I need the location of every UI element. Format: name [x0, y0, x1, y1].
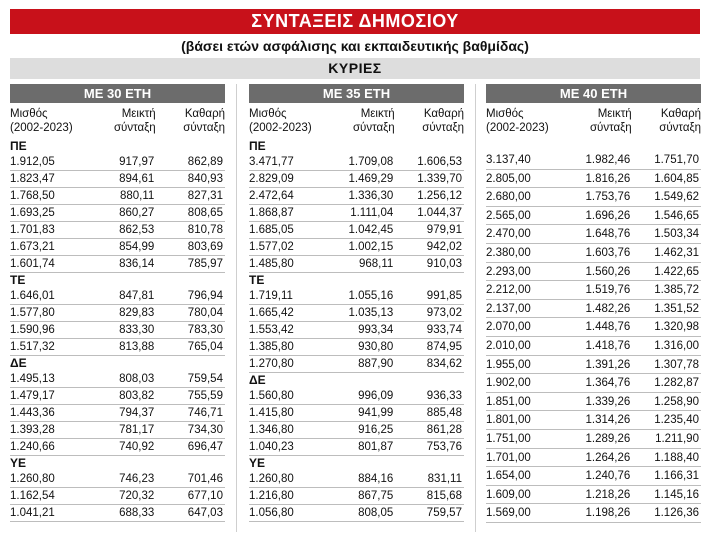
table-row — [486, 337, 701, 356]
salary-cell: 2.293,00 — [486, 265, 531, 278]
mixed-pension-cell: 808,03 — [119, 373, 155, 385]
salary-header-line2: (2002-2023) — [486, 122, 549, 134]
salary-cell: 1.260,80 — [10, 473, 55, 485]
mixed-pension-cell: 862,53 — [119, 224, 155, 236]
education-level-label: ΠΕ — [10, 139, 27, 153]
table-row — [249, 288, 464, 305]
mixed-pension-cell: 1.289,26 — [585, 432, 631, 445]
salary-cell: 1.560,80 — [249, 390, 294, 402]
salary-header — [10, 107, 86, 135]
table-row — [486, 244, 701, 263]
salary-header-line1: Μισθός — [249, 108, 287, 120]
net-pension-cell: 991,85 — [426, 290, 462, 302]
net-pension-cell: 677,10 — [187, 490, 223, 502]
salary-cell: 1.801,00 — [486, 414, 531, 427]
salary-cell: 1.056,80 — [249, 507, 294, 519]
salary-cell: 1.040,23 — [249, 441, 294, 453]
table-row — [249, 222, 464, 239]
table-row — [10, 439, 225, 456]
salary-cell: 1.902,00 — [486, 377, 531, 390]
table-row — [249, 439, 464, 456]
salary-cell: 1.609,00 — [486, 488, 531, 501]
salary-cell: 2.470,00 — [486, 228, 531, 241]
salary-cell: 1.479,17 — [10, 390, 55, 402]
salary-cell: 2.212,00 — [486, 284, 531, 297]
column-header-row — [10, 103, 225, 139]
mixed-pension-cell: 794,37 — [119, 407, 155, 419]
table-row — [486, 300, 701, 319]
table-row — [486, 504, 701, 523]
mixed-pension-cell: 993,34 — [358, 324, 394, 336]
salary-cell: 1.673,21 — [10, 241, 55, 253]
table-row — [249, 405, 464, 422]
mixed-pension-cell: 847,81 — [119, 290, 155, 302]
net-pension-header-line1: Καθαρή — [423, 108, 465, 120]
table-row — [10, 256, 225, 273]
mixed-pension-cell: 1.218,26 — [585, 488, 631, 501]
salary-cell: 2.010,00 — [486, 339, 531, 352]
net-pension-cell: 910,03 — [426, 258, 462, 270]
mixed-pension-cell: 813,88 — [119, 341, 155, 353]
salary-cell: 3.137,40 — [486, 154, 531, 166]
salary-cell: 1.719,11 — [249, 290, 293, 302]
net-pension-cell: 840,93 — [187, 173, 223, 185]
salary-cell: 1.654,00 — [486, 470, 531, 483]
mixed-pension-cell: 1.364,76 — [585, 377, 631, 390]
net-pension-header-line2: σύνταξη — [422, 122, 465, 134]
salary-header-line1: Μισθός — [486, 108, 524, 120]
net-pension-cell: 1.044,37 — [417, 207, 462, 219]
net-pension-cell: 808,65 — [187, 207, 223, 219]
mixed-pension-cell: 1.111,04 — [350, 207, 394, 219]
net-pension-cell: 1.282,87 — [654, 377, 699, 390]
salary-cell: 2.829,09 — [249, 173, 294, 185]
mixed-pension-cell: 1.314,26 — [585, 414, 631, 427]
net-pension-cell: 1.604,85 — [654, 172, 699, 185]
salary-cell: 1.823,47 — [10, 173, 55, 185]
table-row — [486, 430, 701, 449]
page-title: ΣΥΝΤΑΞΕΙΣ ΔΗΜΟΣΙΟΥ — [10, 9, 700, 34]
mixed-pension-cell: 1.709,08 — [348, 156, 394, 168]
salary-cell: 1.868,87 — [249, 207, 294, 219]
education-level-label: ΥΕ — [249, 456, 266, 470]
salary-cell: 2.137,00 — [486, 302, 531, 315]
net-pension-cell: 834,62 — [426, 358, 462, 370]
salary-cell: 1.912,05 — [10, 156, 55, 168]
mixed-pension-header-line2: σύνταξη — [352, 122, 395, 134]
years-heading: ΜΕ 35 ΕΤΗ — [249, 84, 464, 103]
net-pension-cell: 973,02 — [426, 307, 462, 319]
salary-cell: 1.751,00 — [486, 432, 531, 445]
years-heading: ΜΕ 30 ΕΤΗ — [10, 84, 225, 103]
mixed-pension-cell: 1.603,76 — [585, 246, 631, 259]
table-row — [249, 471, 464, 488]
net-pension-cell: 1.211,90 — [655, 432, 699, 445]
table-35-years — [249, 84, 464, 522]
table-40-years — [486, 84, 701, 523]
net-pension-cell: 1.351,52 — [654, 302, 699, 315]
net-pension-cell: 1.503,34 — [654, 228, 699, 241]
net-pension-cell: 810,78 — [187, 224, 223, 236]
mixed-pension-header-line1: Μεικτή — [597, 108, 632, 120]
table-row — [10, 288, 225, 305]
table-row — [249, 488, 464, 505]
net-pension-cell: 701,46 — [187, 473, 223, 485]
mixed-pension-cell: 803,82 — [119, 390, 155, 402]
salary-cell: 1.270,80 — [249, 358, 294, 370]
table-30-years — [10, 84, 225, 522]
net-pension-header — [156, 107, 225, 135]
column-header-row — [249, 103, 464, 139]
net-pension-cell: 765,04 — [187, 341, 223, 353]
table-row — [486, 356, 701, 375]
table-row — [486, 411, 701, 430]
mixed-pension-cell: 801,87 — [358, 441, 394, 453]
net-pension-cell: 1.339,70 — [417, 173, 462, 185]
salary-cell: 2.070,00 — [486, 321, 531, 334]
salary-header-line1: Μισθός — [10, 108, 48, 120]
table-row — [10, 505, 225, 522]
education-level-label: ΔΕ — [10, 356, 27, 370]
net-pension-cell: 1.256,12 — [417, 190, 462, 202]
mixed-pension-cell: 688,33 — [119, 507, 155, 519]
salary-cell: 1.955,00 — [486, 358, 531, 371]
salary-cell: 1.553,42 — [249, 324, 294, 336]
salary-cell: 1.485,80 — [249, 258, 294, 270]
education-level-label: ΠΕ — [249, 139, 266, 153]
salary-cell: 1.260,80 — [249, 473, 294, 485]
mixed-pension-cell: 916,25 — [358, 424, 394, 436]
net-pension-header — [632, 107, 701, 135]
mixed-pension-cell: 1.482,26 — [585, 302, 631, 315]
net-pension-cell: 1.422,65 — [654, 265, 699, 278]
table-row — [486, 207, 701, 226]
table-row — [10, 322, 225, 339]
mixed-pension-header-line1: Μεικτή — [121, 108, 156, 120]
table-row — [10, 154, 225, 171]
net-pension-cell: 783,30 — [187, 324, 223, 336]
table-row — [249, 305, 464, 322]
table-row — [10, 388, 225, 405]
mixed-pension-cell: 860,27 — [119, 207, 155, 219]
salary-cell: 1.415,80 — [249, 407, 294, 419]
mixed-pension-cell: 880,11 — [119, 190, 155, 202]
salary-cell: 1.665,42 — [249, 307, 294, 319]
mixed-pension-cell: 1.982,46 — [585, 154, 631, 166]
mixed-pension-cell: 1.696,26 — [585, 209, 631, 222]
net-pension-cell: 933,74 — [426, 324, 462, 336]
mixed-pension-cell: 867,75 — [358, 490, 394, 502]
mixed-pension-cell: 720,32 — [119, 490, 155, 502]
salary-header — [249, 107, 325, 135]
mixed-pension-cell: 1.648,76 — [585, 228, 631, 241]
education-level-label: ΤΕ — [10, 273, 26, 287]
net-pension-cell: 1.126,36 — [654, 507, 699, 520]
mixed-pension-cell: 781,17 — [119, 424, 155, 436]
column-divider — [236, 84, 237, 532]
table-row — [10, 205, 225, 222]
mixed-pension-header — [86, 107, 155, 135]
salary-cell: 1.041,21 — [10, 507, 55, 519]
mixed-pension-cell: 1.560,26 — [585, 265, 631, 278]
table-row — [10, 222, 225, 239]
net-pension-cell: 1.316,00 — [654, 339, 699, 352]
mixed-pension-cell: 1.055,16 — [348, 290, 394, 302]
net-pension-cell: 1.606,53 — [417, 156, 462, 168]
net-pension-header-line2: σύνταξη — [659, 122, 702, 134]
mixed-pension-cell: 836,14 — [119, 258, 155, 270]
mixed-pension-cell: 1.753,76 — [585, 191, 631, 204]
mixed-pension-cell: 808,05 — [358, 507, 394, 519]
table-row — [10, 305, 225, 322]
net-pension-cell: 874,95 — [426, 341, 462, 353]
mixed-pension-cell: 1.339,26 — [585, 395, 631, 408]
mixed-pension-cell: 1.240,76 — [585, 470, 631, 483]
salary-cell: 1.590,96 — [10, 324, 55, 336]
net-pension-cell: 1.166,31 — [654, 470, 699, 483]
salary-header-line2: (2002-2023) — [10, 122, 73, 134]
salary-cell: 2.472,64 — [249, 190, 294, 202]
salary-cell: 1.646,01 — [10, 290, 55, 302]
mixed-pension-cell: 884,16 — [358, 473, 394, 485]
salary-cell: 1.216,80 — [249, 490, 294, 502]
table-row — [10, 471, 225, 488]
table-row — [486, 225, 701, 244]
net-pension-cell: 1.320,98 — [654, 321, 699, 334]
salary-cell: 1.346,80 — [249, 424, 294, 436]
net-pension-cell: 696,47 — [187, 441, 223, 453]
table-row — [486, 170, 701, 189]
table-row — [249, 388, 464, 405]
net-pension-cell: 1.462,31 — [654, 246, 699, 259]
mixed-pension-cell: 968,11 — [358, 258, 394, 270]
table-row — [249, 188, 464, 205]
table-row — [249, 505, 464, 522]
mixed-pension-header-line1: Μεικτή — [360, 108, 395, 120]
net-pension-cell: 759,57 — [426, 507, 462, 519]
salary-cell: 1.495,13 — [10, 373, 55, 385]
table-row — [486, 188, 701, 207]
salary-cell: 1.601,74 — [10, 258, 55, 270]
net-pension-header — [395, 107, 464, 135]
net-pension-cell: 1.546,65 — [654, 209, 699, 222]
table-row — [10, 405, 225, 422]
salary-cell: 1.577,80 — [10, 307, 55, 319]
table-row — [486, 393, 701, 412]
salary-cell: 1.240,66 — [10, 441, 55, 453]
education-level-label: ΤΕ — [249, 273, 265, 287]
salary-cell: 2.805,00 — [486, 172, 531, 185]
years-heading: ΜΕ 40 ΕΤΗ — [486, 84, 701, 103]
salary-cell: 1.701,83 — [10, 224, 55, 236]
net-pension-cell: 759,54 — [187, 373, 223, 385]
net-pension-header-line2: σύνταξη — [183, 122, 226, 134]
mixed-pension-cell: 1.391,26 — [585, 358, 631, 371]
mixed-pension-cell: 746,23 — [119, 473, 155, 485]
column-divider — [475, 84, 476, 532]
net-pension-cell: 734,30 — [187, 424, 223, 436]
net-pension-cell: 1.549,62 — [654, 191, 699, 204]
salary-cell: 1.701,00 — [486, 451, 531, 464]
table-row — [486, 449, 701, 468]
table-row — [249, 239, 464, 256]
education-level-label: ΥΕ — [10, 456, 27, 470]
table-row — [486, 263, 701, 282]
net-pension-cell: 780,04 — [187, 307, 223, 319]
net-pension-cell: 1.751,70 — [654, 154, 699, 166]
net-pension-cell: 1.258,90 — [654, 395, 699, 408]
salary-cell: 1.693,25 — [10, 207, 55, 219]
net-pension-cell: 796,94 — [187, 290, 223, 302]
table-row — [486, 281, 701, 300]
table-row — [249, 256, 464, 273]
mixed-pension-header-line2: σύνταξη — [113, 122, 156, 134]
table-row — [486, 151, 701, 170]
table-row — [249, 422, 464, 439]
salary-cell: 1.768,50 — [10, 190, 55, 202]
mixed-pension-cell: 1.336,30 — [348, 190, 394, 202]
net-pension-cell: 1.145,16 — [654, 488, 699, 501]
net-pension-cell: 862,89 — [187, 156, 223, 168]
table-row — [249, 339, 464, 356]
net-pension-cell: 885,48 — [426, 407, 462, 419]
mixed-pension-cell: 996,09 — [358, 390, 394, 402]
table-row — [249, 154, 464, 171]
table-row — [10, 239, 225, 256]
mixed-pension-cell: 1.469,29 — [348, 173, 394, 185]
mixed-pension-cell: 930,80 — [358, 341, 394, 353]
net-pension-cell: 827,31 — [187, 190, 223, 202]
salary-cell: 1.685,05 — [249, 224, 294, 236]
table-row — [486, 374, 701, 393]
salary-cell: 1.385,80 — [249, 341, 294, 353]
net-pension-cell: 936,33 — [426, 390, 462, 402]
table-row — [10, 171, 225, 188]
mixed-pension-cell: 1.035,13 — [348, 307, 394, 319]
table-row — [249, 356, 464, 373]
education-level-label: ΔΕ — [249, 373, 266, 387]
mixed-pension-cell: 887,90 — [358, 358, 394, 370]
table-row — [10, 371, 225, 388]
net-pension-cell: 815,68 — [426, 490, 462, 502]
salary-header-line2: (2002-2023) — [249, 122, 312, 134]
net-pension-cell: 1.188,40 — [654, 451, 699, 464]
salary-header — [486, 107, 562, 135]
table-row — [10, 422, 225, 439]
salary-cell: 3.471,77 — [249, 156, 294, 168]
net-pension-cell: 1.307,78 — [654, 358, 699, 371]
mixed-pension-cell: 854,99 — [119, 241, 155, 253]
salary-cell: 1.577,02 — [249, 241, 294, 253]
table-row — [486, 318, 701, 337]
net-pension-cell: 746,71 — [187, 407, 223, 419]
table-row — [10, 188, 225, 205]
table-row — [10, 488, 225, 505]
mixed-pension-cell: 941,99 — [358, 407, 394, 419]
net-pension-cell: 803,69 — [187, 241, 223, 253]
table-row — [249, 171, 464, 188]
mixed-pension-cell: 829,83 — [119, 307, 155, 319]
mixed-pension-cell: 1.042,45 — [348, 224, 394, 236]
mixed-pension-cell: 1.519,76 — [585, 284, 631, 297]
mixed-pension-cell: 740,92 — [119, 441, 155, 453]
salary-cell: 2.680,00 — [486, 191, 531, 204]
net-pension-cell: 1.385,72 — [654, 284, 699, 297]
page-subtitle: (βάσει ετών ασφάλισης και εκπαιδευτικής βαθμίδας) — [181, 38, 529, 54]
column-header-row — [486, 103, 701, 139]
salary-cell: 2.380,00 — [486, 246, 531, 259]
mixed-pension-cell: 917,97 — [119, 156, 155, 168]
mixed-pension-cell: 894,61 — [119, 173, 155, 185]
net-pension-cell: 831,11 — [427, 473, 462, 485]
mixed-pension-cell: 833,30 — [119, 324, 155, 336]
mixed-pension-header — [325, 107, 394, 135]
mixed-pension-cell: 1.816,26 — [585, 172, 631, 185]
salary-cell: 1.443,36 — [10, 407, 55, 419]
mixed-pension-cell: 1.448,76 — [585, 321, 631, 334]
mixed-pension-header — [562, 107, 631, 135]
table-row — [486, 467, 701, 486]
salary-cell: 1.851,00 — [486, 395, 531, 408]
mixed-pension-cell: 1.002,15 — [348, 241, 394, 253]
mixed-pension-cell: 1.418,76 — [585, 339, 631, 352]
table-row — [249, 322, 464, 339]
net-pension-cell: 785,97 — [187, 258, 223, 270]
table-row — [10, 339, 225, 356]
salary-cell: 2.565,00 — [486, 209, 531, 222]
salary-cell: 1.569,00 — [486, 507, 531, 520]
salary-cell: 1.162,54 — [10, 490, 55, 502]
mixed-pension-header-line2: σύνταξη — [589, 122, 632, 134]
net-pension-header-line1: Καθαρή — [660, 108, 702, 120]
table-row — [486, 486, 701, 505]
net-pension-cell: 755,59 — [187, 390, 223, 402]
mixed-pension-cell: 1.264,26 — [585, 451, 631, 464]
salary-cell: 1.393,28 — [10, 424, 55, 436]
group-heading: ΚΥΡΙΕΣ — [10, 58, 700, 79]
net-pension-cell: 753,76 — [426, 441, 462, 453]
net-pension-cell: 861,28 — [426, 424, 462, 436]
mixed-pension-cell: 1.198,26 — [585, 507, 631, 520]
salary-cell: 1.517,32 — [10, 341, 55, 353]
table-row — [249, 205, 464, 222]
net-pension-cell: 647,03 — [187, 507, 223, 519]
net-pension-cell: 979,91 — [426, 224, 462, 236]
net-pension-cell: 942,02 — [426, 241, 462, 253]
net-pension-cell: 1.235,40 — [654, 414, 699, 427]
net-pension-header-line1: Καθαρή — [184, 108, 226, 120]
